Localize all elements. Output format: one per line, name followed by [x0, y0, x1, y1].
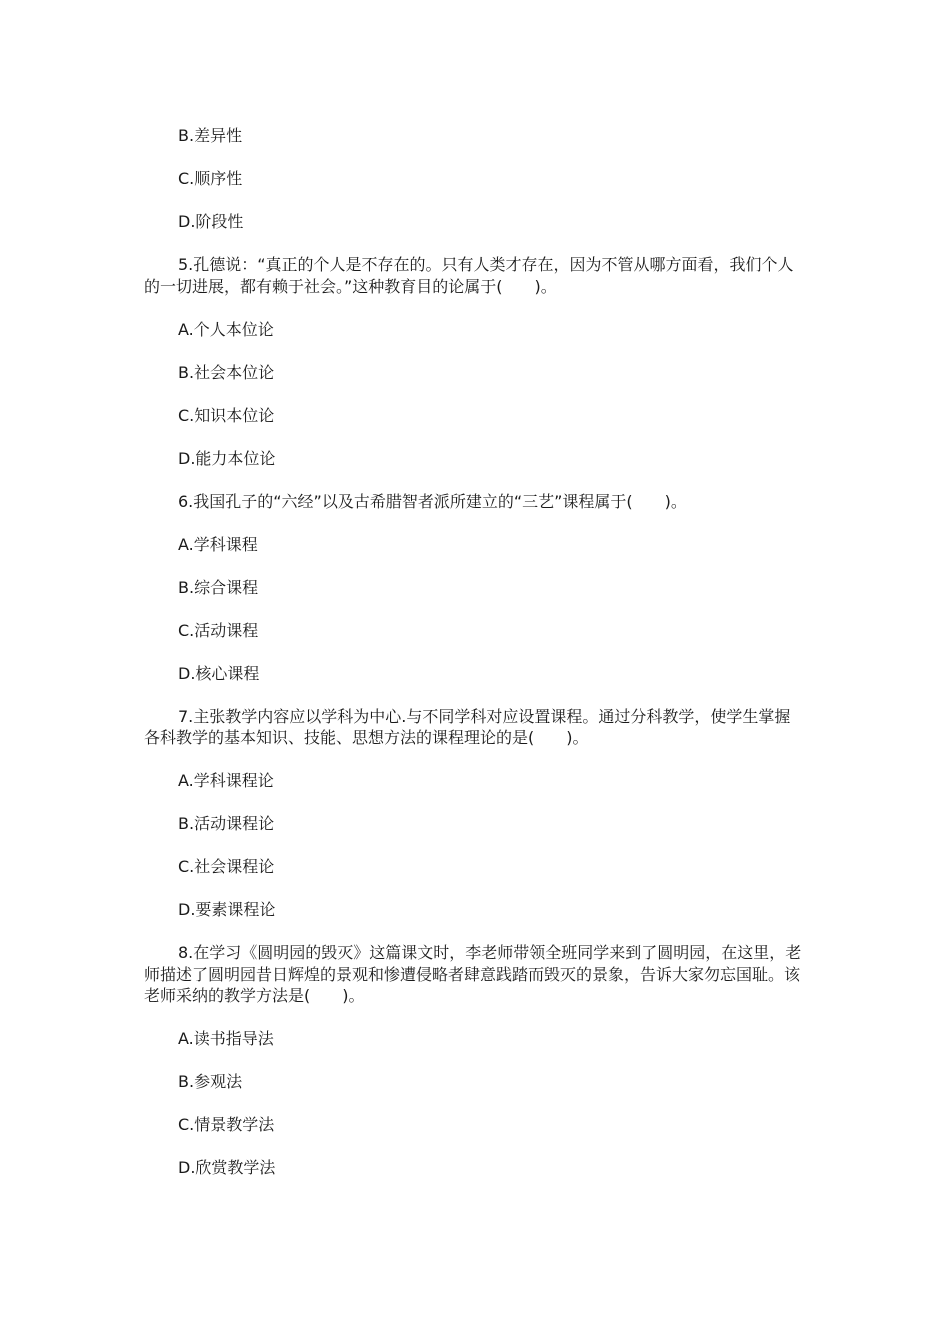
answer-option: B.活动课程论 — [178, 814, 275, 833]
answer-option: D.核心课程 — [178, 663, 260, 683]
answer-option: D.欣赏教学法 — [178, 1158, 276, 1177]
answer-option: D.阶段性 — [178, 212, 244, 231]
answer-option: C.社会课程论 — [178, 857, 275, 876]
document-body — [144, 125, 804, 1179]
answer-option: D.要素课程论 — [178, 900, 276, 919]
answer-option: B.社会本位论 — [178, 362, 275, 382]
answer-option: C.活动课程 — [178, 620, 259, 640]
answer-option: C.顺序性 — [178, 169, 243, 188]
answer-option: B.综合课程 — [178, 577, 259, 597]
question-7: 7.主张教学内容应以学科为中心.与不同学科对应设置课程。通过分科教学，使学生掌握各科教学的基本知识、技能、思想方法的课程理论的是( )。 — [144, 706, 791, 747]
question-8: 8.在学习《圆明园的毁灭》这篇课文时，李老师带领全班同学来到了圆明园，在这里，老师描述了圆明园昔日辉煌的景观和惨遭侵略者肆意践踏而毁灭的景象，告诉大家勿忘国耻。该老师采纳的教学方法是( )。 — [144, 943, 802, 1005]
answer-option: D.能力本位论 — [178, 448, 276, 468]
question-5: 5.孔德说：“真正的个人是不存在的。只有人类才存在，因为不管从哪方面看，我们个人的一切进展，都有赖于社会。”这种教育目的论属于( )。 — [144, 255, 794, 296]
question-6: 6.我国孔子的“六经”以及古希腊智者派所建立的“三艺”课程属于( )。 — [178, 491, 687, 511]
answer-option: A.学科课程 — [178, 534, 258, 554]
answer-option: C.知识本位论 — [178, 405, 275, 425]
answer-option: B.差异性 — [178, 126, 243, 145]
answer-option: A.读书指导法 — [178, 1029, 274, 1048]
answer-option: B.参观法 — [178, 1072, 243, 1091]
answer-option: A.学科课程论 — [178, 771, 274, 790]
answer-option: C.情景教学法 — [178, 1115, 275, 1134]
answer-option: A.个人本位论 — [178, 319, 274, 339]
